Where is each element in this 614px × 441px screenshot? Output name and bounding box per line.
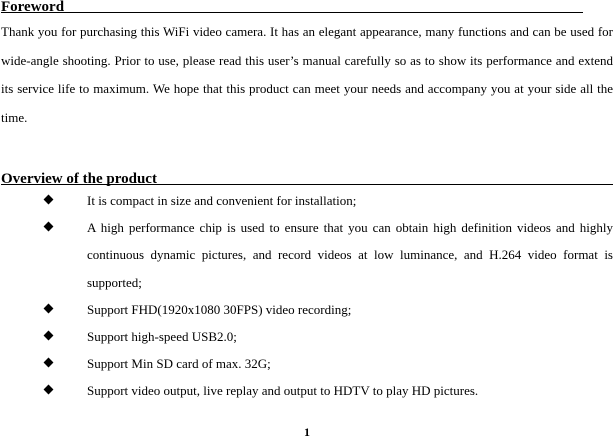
overview-heading-rule: [1, 184, 613, 185]
list-item-text: Support FHD(1920x1080 30FPS) video recording;: [87, 301, 352, 317]
feature-list: [0, 187, 614, 405]
list-item: [0, 296, 614, 323]
diamond-bullet-icon: [44, 195, 54, 205]
list-item-text: It is compact in size and convenient for installation;: [87, 193, 357, 208]
list-item: [0, 214, 614, 296]
list-item-text: Support video output, live replay and output to HDTV to play HD pictures.: [87, 383, 479, 399]
diamond-bullet-icon: [44, 358, 54, 368]
foreword-heading: Foreword: [1, 0, 65, 15]
overview-heading: Overview of the product: [1, 171, 157, 187]
list-item: [0, 187, 614, 214]
foreword-heading-rule: [1, 12, 583, 13]
diamond-bullet-icon: [44, 331, 54, 341]
list-item: [0, 323, 614, 350]
diamond-bullet-icon: [44, 222, 54, 232]
foreword-paragraph: Thank you for purchasing this WiFi video camera. It has an elegant appearance, many functions and can be used for wide-angle shooting. Prior to use, please read this user’s manual carefully so as to show its performance and extend its service life to maximum. We hope that this product can meet your needs and accompany you at your side all the time.: [1, 24, 613, 126]
list-item-text: Support Min SD card of max. 32G;: [87, 356, 271, 372]
page-number: 1: [304, 425, 310, 439]
list-item-text: A high performance chip is used to ensure that you can obtain high definition videos and highly continuous dynamic pictures, and record videos at low luminance, and H.264 video format is supported;: [87, 220, 613, 290]
diamond-bullet-icon: [44, 303, 54, 313]
list-item: [0, 377, 614, 404]
list-item: [0, 350, 614, 377]
list-item-text: Support high-speed USB2.0;: [87, 329, 237, 345]
diamond-bullet-icon: [44, 385, 54, 395]
